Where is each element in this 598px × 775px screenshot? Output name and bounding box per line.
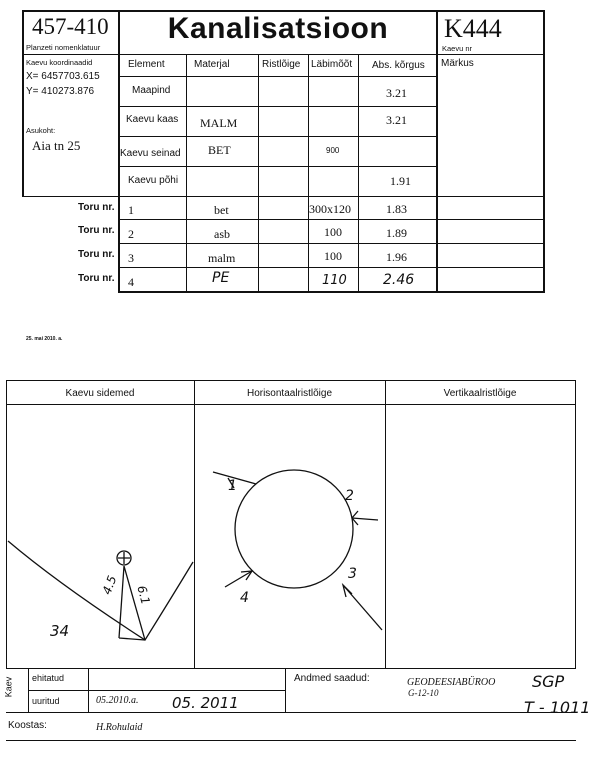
panel-title-right: Vertikaalristlõige	[443, 388, 517, 399]
panel-title-middle: Horisontaalristlõige	[246, 388, 333, 399]
pipe-diameter: 300x120	[309, 202, 351, 216]
measured-label: uuritud	[32, 696, 60, 706]
pipe-number-label: 1	[228, 478, 237, 494]
well-id: K444	[444, 14, 502, 43]
tie-dimension: 4.5	[99, 573, 120, 597]
pipe-label: Toru nr.	[78, 225, 115, 236]
row-height: 3.21	[386, 113, 407, 127]
pipe-label: Toru nr.	[78, 273, 115, 284]
coord-y: Y= 410273.876	[26, 86, 95, 97]
sheet-number: 457-410	[32, 14, 109, 39]
handwritten-ref: SGP	[532, 672, 565, 691]
pipe-diameter: 100	[324, 249, 342, 263]
pipe-material: asb	[214, 227, 230, 241]
row-element-label: Kaevu seinad	[120, 148, 181, 159]
sheet-caption: Planzeti nomenklatuur	[26, 43, 101, 52]
pipe-number: 2	[128, 227, 134, 241]
col-notes: Märkus	[441, 58, 474, 69]
page-title: Kanalisatsioon	[167, 12, 389, 45]
location-caption: Asukoht:	[26, 126, 56, 135]
data-from-label: Andmed saadud:	[294, 673, 370, 684]
tie-dimension: 6.1	[134, 583, 153, 607]
col-diameter: Läbimõõt	[311, 59, 353, 70]
pipe-number: 3	[128, 251, 134, 265]
well-id-caption: Kaevu nr	[442, 44, 473, 53]
pipe-number: 4	[128, 275, 134, 289]
pipe-height: 1.83	[386, 202, 407, 216]
pipe-diameter: 110	[322, 273, 347, 288]
pipe-number-label: 2	[345, 488, 354, 504]
handwritten-date: 05. 2011	[172, 694, 239, 712]
compiler-name: H.Rohulaid	[96, 722, 143, 733]
row-element-label: Kaevu põhi	[128, 175, 179, 186]
measured-value: 05.2010.a.	[96, 695, 139, 706]
location-value: Aia tn 25	[32, 138, 81, 153]
row-height: 3.21	[386, 86, 407, 100]
pipe-height: 1.96	[386, 250, 407, 264]
row-material: BET	[208, 143, 231, 157]
compiled-label: Koostas:	[8, 720, 47, 731]
pipe-label: Toru nr.	[78, 249, 115, 260]
pipe-number: 1	[128, 203, 134, 217]
row-element-label: Maapind	[132, 85, 171, 96]
col-element: Element	[128, 59, 165, 70]
pipe-number-label: 3	[348, 566, 357, 582]
date-note: 25. mai 2010. a.	[26, 336, 63, 342]
coords-caption: Kaevu koordinaadid	[26, 58, 93, 67]
tie-dimension: 34	[50, 622, 70, 640]
pipe-4-arrow	[225, 571, 252, 587]
col-material: Materjal	[194, 59, 230, 70]
row-element-label: Kaevu kaas	[126, 114, 179, 125]
row-material: MALM	[200, 116, 238, 130]
bureau-code: G-12-10	[408, 688, 439, 698]
bureau-name: GEODEESIABÜROO	[407, 677, 496, 688]
row-height: 1.91	[390, 174, 411, 188]
pipe-material: malm	[208, 251, 236, 265]
pipe-label: Toru nr.	[78, 202, 115, 213]
coord-x: X= 6457703.615	[26, 71, 100, 82]
panel-title-left: Kaevu sidemed	[65, 388, 135, 399]
pipe-2-arrow	[352, 518, 378, 520]
side-label: Kaev	[3, 676, 14, 698]
row-diameter: 900	[326, 146, 340, 155]
col-height: Abs. kõrgus	[372, 60, 425, 71]
pipe-height: 2.46	[383, 272, 415, 288]
col-cross: Ristlõige	[262, 59, 301, 70]
pipe-material: bet	[214, 203, 229, 217]
handwritten-ref: T - 1011	[524, 698, 591, 717]
pipe-material: PE	[212, 270, 230, 286]
built-label: ehitatud	[32, 673, 65, 683]
pipe-height: 1.89	[386, 226, 407, 240]
pipe-diameter: 100	[324, 225, 342, 239]
pipe-number-label: 4	[240, 590, 249, 606]
